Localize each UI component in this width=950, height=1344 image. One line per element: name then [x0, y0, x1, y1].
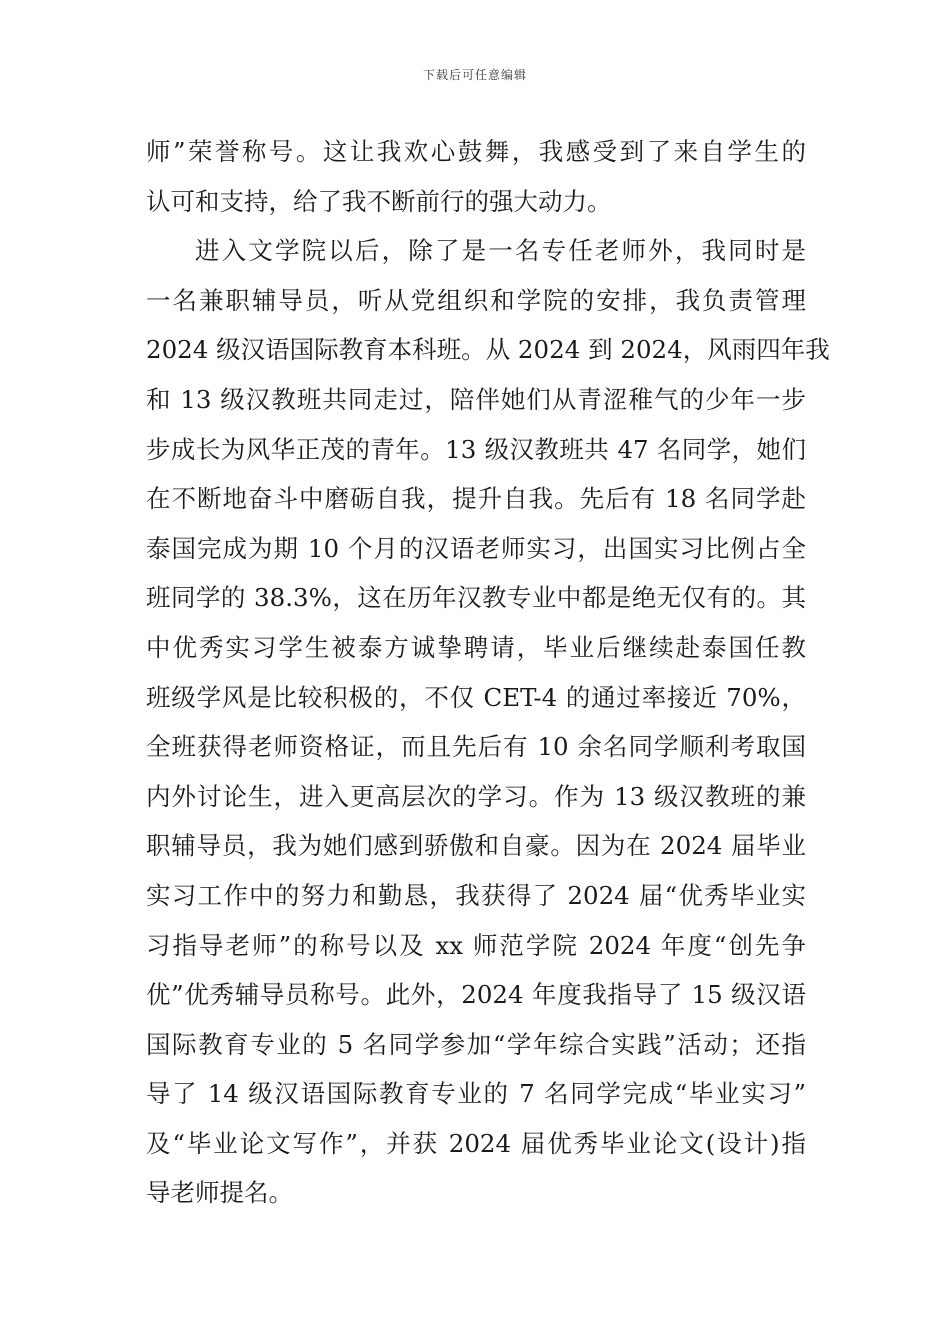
text-line: 国际教育专业的 5 名同学参加“学年综合实践”活动；还指 — [146, 1029, 806, 1059]
text-line: 在不断地奋斗中磨砺自我，提升自我。先后有 18 名同学赴 — [146, 484, 806, 514]
text-line: 认可和支持，给了我不断前行的强大动力。 — [146, 186, 612, 216]
text-line: 泰国完成为期 10 个月的汉语老师实习，出国实习比例占全 — [146, 533, 806, 563]
text-line: 职辅导员，我为她们感到骄傲和自豪。因为在 2024 届毕业 — [146, 831, 806, 861]
text-line: 班级学风是比较积极的，不仅 CET-4 的通过率接近 70%， — [146, 682, 806, 712]
page-header: 下载后可任意编辑 — [422, 68, 527, 82]
text-line: 进入文学院以后，除了是一名专任老师外，我同时是 — [195, 236, 806, 266]
text-line: 师”荣誉称号。这让我欢心鼓舞，我感受到了来自学生的 — [146, 137, 806, 166]
text-line: 导了 14 级汉语国际教育专业的 7 名同学完成“毕业实习” — [146, 1079, 806, 1109]
document-body — [146, 127, 830, 1218]
text-line: 班同学的 38.3%，这在历年汉教专业中都是绝无仅有的。其 — [146, 583, 806, 613]
text-line: 导老师提名。 — [146, 1178, 293, 1208]
text-line: 和 13 级汉教班共同走过，陪伴她们从青涩稚气的少年一步 — [146, 384, 806, 414]
text-line: 习指导老师”的称号以及 xx 师范学院 2024 年度“创先争 — [146, 930, 806, 960]
text-line: 2024 级汉语国际教育本科班。从 2024 到 2024，风雨四年我 — [146, 335, 830, 365]
text-line: 及“毕业论文写作”，并获 2024 届优秀毕业论文(设计)指 — [146, 1128, 806, 1158]
text-line: 优”优秀辅导员称号。此外，2024 年度我指导了 15 级汉语 — [146, 980, 806, 1010]
text-line: 一名兼职辅导员，听从党组织和学院的安排，我负责管理 — [146, 285, 806, 315]
text-line: 内外讨论生，进入更高层次的学习。作为 13 级汉教班的兼 — [146, 781, 806, 811]
text-line: 步成长为风华正茂的青年。13 级汉教班共 47 名同学，她们 — [146, 434, 806, 464]
text-line: 中优秀实习学生被泰方诚挚聘请，毕业后继续赴泰国任教 — [146, 632, 806, 662]
text-line: 全班获得老师资格证，而且先后有 10 余名同学顺利考取国 — [146, 732, 806, 762]
text-line: 实习工作中的努力和勤恳，我获得了 2024 届“优秀毕业实 — [146, 880, 806, 910]
